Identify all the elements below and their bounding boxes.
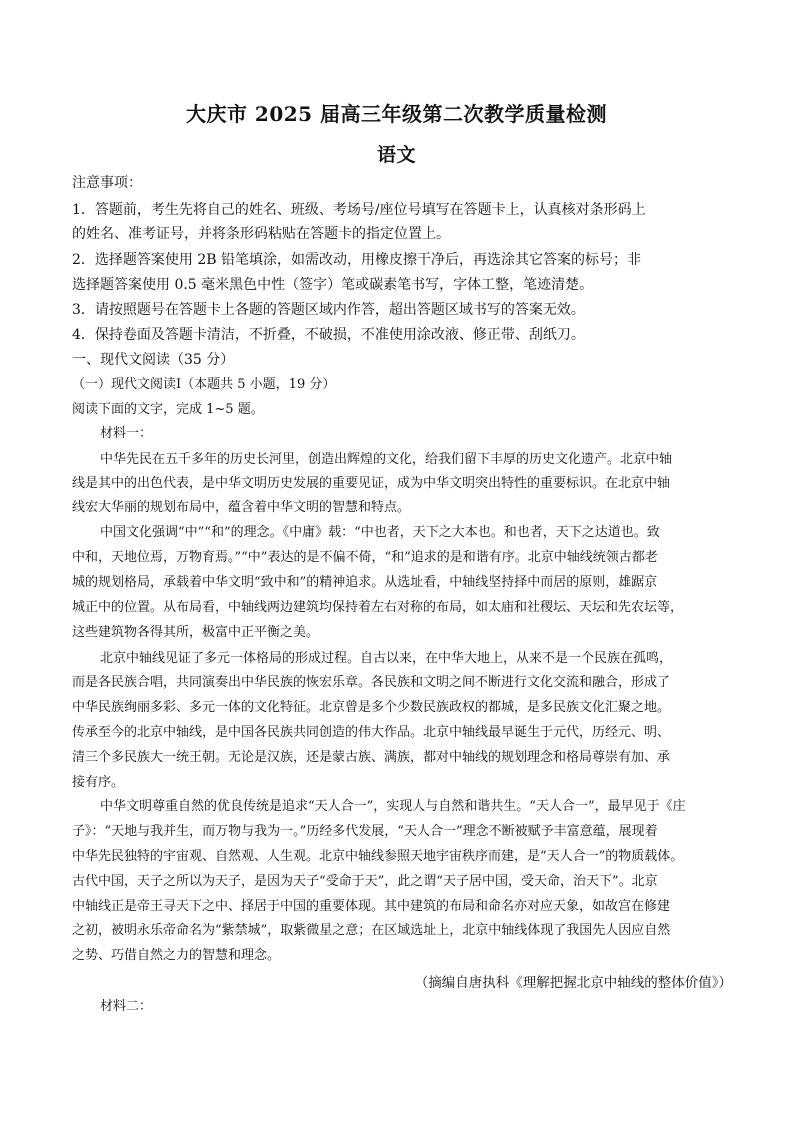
exam-title: 大庆市 2025 届高三年级第二次教学质量检测 [185,102,608,126]
para-line: 线是其中的出色代表，是中华文明历史发展的重要见证，成为中华文明突出特性的重要标识。在北京中轴 [72,476,671,491]
para-line: 子》：“天地与我并生，而万物与我为一。”历经多代发展，“天人合一”理念不断被赋予丰富意蕴，展现着 [72,824,658,839]
para-line: 而是各民族合唱，共同演奏出中华民族的恢宏乐章。各民族和文明之间不断进行文化交流和融合，形成了 [72,675,671,690]
para-line: 之势、巧借自然之力的智慧和理念。 [72,948,281,963]
para-line: 清三个多民族大一统王朝。无论是汉族，还是蒙古族、满族，都对中轴线的规划理念和格局尊崇有加、承 [72,750,671,765]
note-line: 的姓名、准考证号，并将条形码粘贴在答题卡的指定位置上。 [72,226,450,242]
para-line: 城的规划格局，承载着中华文明“致中和”的精神追求。从选址看，中轴线坚持择中而居的原则，雄踞京 [72,575,658,590]
section-heading: 一、现代文阅读（35 分） [72,352,235,368]
note-line: 2．选择题答案使用 2B 铅笔填涂，如需改动，用橡皮擦干净后，再选涂其它答案的标号；非 [72,252,642,268]
para-line: 中华先民独特的宇宙观、自然观、人生观。北京中轴线参照天地宇宙秩序而建，是“天人合一”的物质载体。 [72,849,684,864]
sub-heading: （一）现代文阅读Ⅰ（本题共 5 小题，19 分） [72,377,336,392]
para-line: 城正中的位置。从布局看，中轴线两边建筑均保持着左右对称的布局，如太庙和社稷坛、天坛和先农坛等， [72,600,684,615]
note-line: 3．请按照题号在答题卡上各题的答题区域内作答，超出答题区域书写的答案无效。 [72,302,585,318]
para-line: 接有序。 [72,775,125,790]
source-citation: （摘编自唐执科《理解把握北京中轴线的整体价值》） [414,975,732,991]
para-line: 中华民族绚丽多彩、多元一体的文化特征。北京曾是多个少数民族政权的都城，是多民族文化汇聚之地。 [72,700,671,715]
note-line: 1．答题前，考生先将自己的姓名、班级、考场号/座位号填写在答题卡上，认真核对条形码上 [72,202,646,218]
material2-label: 材料二： [100,999,153,1014]
para-line: 中和，天地位焉，万物育焉。”“中”表达的是不偏不倚，“和”追求的是和谐有序。北京中轴线统领古都老 [72,550,658,565]
para-line: 中华文明尊重自然的优良传统是追求“天人合一”，实现人与自然和谐共生。“天人合一”，最早见于《庄 [100,799,686,814]
para-line: 北京中轴线见证了多元一体格局的形成过程。自古以来，在中华大地上，从来不是一个民族在孤鸣， [100,651,673,666]
para-line: 传承至今的北京中轴线，是中国各民族共同创造的伟大作品。北京中轴线最早诞生于元代，历经元、明、 [72,725,671,740]
para-line: 线宏大华丽的规划布局中，蕴含着中华文明的智慧和特点。 [72,500,411,515]
para-line: 这些建筑物各得其所，极富中正平衡之美。 [72,625,320,640]
para-line: 中华先民在五千多年的历史长河里，创造出辉煌的文化，给我们留下丰厚的历史文化遗产。北京中轴 [100,452,673,467]
material1-label: 材料一： [100,426,153,441]
para-line: 中国文化强调“中”“和”的理念。《中庸》载：“中也者，天下之大本也。和也者，天下之达道也。致 [100,525,660,540]
subject-title: 语文 [376,144,416,166]
notes-heading: 注意事项： [72,175,142,191]
note-line: 4．保持卷面及答题卡清洁，不折叠，不破损，不准使用涂改液、修正带、刮纸刀。 [72,327,585,343]
para-line: 中轴线正是帝王寻天下之中、择居于中国的重要体现。其中建筑的布局和命名亦对应天象，如故宫在修建 [72,899,671,914]
note-line: 选择题答案使用 0.5 毫米黑色中性（签字）笔或碳素笔书写，字体工整，笔迹清楚。 [72,277,594,293]
para-line: 古代中国，天子之所以为天子，是因为天子“受命于天”，此之谓“天子居中国，受天命，治天下”。北京 [72,874,658,889]
instruction: 阅读下面的文字，完成 1~5 题。 [72,402,264,417]
para-line: 之初，被明永乐帝命名为“紫禁城”，取紫微星之意；在区域选址上，北京中轴线体现了我国先人因应自然 [72,923,671,938]
